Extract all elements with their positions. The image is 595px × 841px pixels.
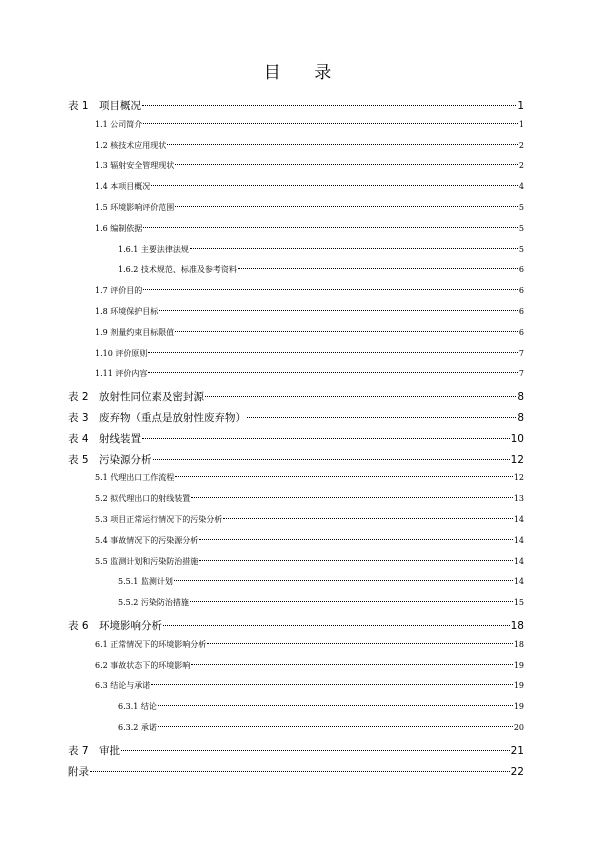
toc-entry[interactable] [95, 223, 524, 234]
toc-page-number: 1 [518, 119, 524, 129]
toc-page-number: 14 [513, 535, 524, 545]
toc-page-number: 13 [513, 494, 524, 504]
toc-entry-label: 1.6.2 技术规范、标准及参考资料 [118, 265, 237, 275]
toc-dot-leader [143, 122, 518, 124]
toc-page-number: 12 [510, 453, 524, 466]
toc-page-number: 7 [518, 369, 524, 379]
toc-entry-label: 1.3 辐射安全管理现状 [95, 161, 175, 171]
toc-entry[interactable] [68, 764, 524, 779]
toc-entry[interactable] [68, 410, 524, 425]
toc-page-number: 19 [513, 660, 524, 670]
toc-dot-leader [158, 725, 513, 727]
toc-dot-leader [175, 330, 518, 332]
toc-entry[interactable] [95, 202, 524, 213]
toc-entry[interactable] [118, 244, 524, 255]
toc-entry[interactable] [95, 348, 524, 359]
toc-page-number: 5 [518, 223, 524, 233]
toc-dot-leader [175, 205, 518, 207]
toc-entry[interactable] [68, 452, 524, 467]
toc-entry[interactable] [118, 701, 524, 712]
toc-entry-label: 1.1 公司简介 [95, 119, 143, 129]
toc-page-number: 8 [517, 412, 524, 424]
toc-entry-label: 1.9 剂量约束目标限值 [95, 327, 175, 337]
toc-dot-leader [159, 309, 518, 311]
toc-entry-label: 1.5 环境影响评价范围 [95, 203, 175, 212]
toc-dot-leader [153, 458, 510, 460]
toc-entry[interactable] [68, 389, 524, 404]
toc-page-number: 7 [518, 348, 524, 358]
toc-entry-label: 表 5 污染源分析 [68, 453, 152, 466]
toc-entry[interactable] [95, 285, 524, 296]
toc-entry-label: 6.1 正常情况下的环境影响分析 [95, 639, 207, 649]
toc-page-number: 15 [513, 598, 524, 608]
toc-entry[interactable] [118, 264, 524, 275]
toc-dot-leader [142, 437, 510, 439]
toc-page-number: 6 [518, 286, 524, 296]
toc-entry-label: 5.5.2 污染防治措施 [118, 598, 189, 608]
toc-page-number: 20 [513, 723, 524, 732]
toc-dot-leader [199, 559, 513, 561]
toc-dot-leader [175, 475, 513, 477]
toc-entry-label: 1.6 编制依据 [95, 223, 143, 233]
toc-entry[interactable] [95, 514, 524, 525]
toc-page-number: 6 [518, 307, 524, 316]
toc-page-number: 8 [517, 391, 524, 404]
toc-dot-leader [205, 395, 516, 397]
toc-dot-leader [90, 770, 510, 772]
toc-dot-leader [190, 600, 513, 602]
toc-entry[interactable] [68, 431, 524, 446]
toc-entry-label: 表 4 射线装置 [68, 432, 142, 445]
toc-dot-leader [238, 267, 518, 269]
toc-dot-leader [151, 683, 513, 685]
toc-dot-leader [174, 579, 513, 581]
toc-dot-leader [121, 749, 510, 751]
toc-dot-leader [191, 496, 513, 498]
toc-page-number: 6 [518, 265, 524, 275]
toc-entry-label: 表 3 废弃物（重点是放射性废弃物） [68, 412, 247, 424]
toc-entry-label: 5.4 事故情况下的污染源分析 [95, 535, 199, 545]
toc-entry[interactable] [68, 618, 524, 633]
toc-page-number: 18 [513, 639, 524, 649]
toc-page-number: 4 [518, 182, 524, 192]
toc-entry[interactable] [95, 140, 524, 151]
toc-dot-leader [207, 642, 513, 644]
toc-entry[interactable] [95, 306, 524, 317]
toc-dot-leader [190, 247, 518, 249]
toc-dot-leader [247, 416, 516, 418]
toc-page-number: 2 [518, 140, 524, 150]
toc-entry-label: 6.3.1 结论 [118, 702, 157, 712]
toc-dot-leader [175, 163, 518, 165]
toc-entry[interactable] [95, 472, 524, 483]
toc-entry-label: 1.8 环境保护目标 [95, 307, 159, 316]
toc-entry[interactable] [95, 327, 524, 338]
toc-entry-label: 6.2 事故状态下的环境影响 [95, 660, 191, 670]
toc-entry-label: 1.4 本项目概况 [95, 182, 151, 192]
toc-entry[interactable] [95, 535, 524, 546]
toc-dot-leader [151, 184, 518, 186]
toc-entry-label: 1.2 核技术应用现状 [95, 140, 167, 150]
toc-entry[interactable] [118, 576, 524, 587]
toc-entry[interactable] [68, 98, 524, 113]
toc-entry[interactable] [118, 597, 524, 608]
toc-dot-leader [143, 288, 518, 290]
toc-dot-leader [167, 143, 518, 145]
toc-entry[interactable] [95, 639, 524, 650]
toc-entry-label: 6.3 结论与承诺 [95, 681, 151, 691]
toc-entry[interactable] [95, 680, 524, 691]
toc-page-number: 22 [510, 765, 524, 778]
page-title: 目 录 [263, 63, 346, 83]
toc-entry[interactable] [118, 722, 524, 733]
toc-entry-label: 5.3 项目正常运行情况下的污染分析 [95, 515, 223, 524]
toc-entry[interactable] [95, 119, 524, 130]
toc-page-number: 10 [510, 432, 524, 445]
toc-page-number: 21 [510, 744, 524, 757]
toc-dot-leader [142, 104, 516, 106]
toc-page-number: 14 [513, 515, 524, 524]
toc-page-number: 1 [517, 100, 524, 112]
toc-dot-leader [148, 371, 518, 373]
toc-entry[interactable] [68, 743, 524, 758]
toc-dot-leader [199, 538, 513, 540]
toc-entry-label: 1.11 评价内容 [95, 369, 148, 379]
toc-entry-label: 附录 [68, 765, 89, 778]
toc-page-number: 19 [513, 702, 524, 712]
toc-entry-label: 1.10 评价原则 [95, 348, 148, 358]
toc-entry-label: 1.6.1 主要法律法规 [118, 244, 189, 254]
toc-entry[interactable] [95, 660, 524, 671]
toc-page-number: 12 [513, 473, 524, 483]
toc-entry-label: 5.2 拟代理出口的射线装置 [95, 494, 191, 504]
toc-dot-leader [191, 663, 513, 665]
toc-dot-leader [223, 517, 513, 519]
toc-page-number: 2 [518, 161, 524, 171]
toc-entry[interactable] [95, 556, 524, 567]
toc-page-number: 19 [513, 681, 524, 691]
toc-dot-leader [148, 351, 518, 353]
toc-entry-label: 表 7 审批 [68, 744, 121, 757]
toc-entry-label: 表 6 环境影响分析 [68, 620, 163, 632]
toc-page-number: 5 [518, 244, 524, 254]
toc-dot-leader [163, 624, 510, 626]
toc-entry-label: 表 1 项目概况 [68, 100, 142, 112]
toc-entry-label: 5.1 代理出口工作流程 [95, 473, 175, 483]
toc-entry[interactable] [95, 181, 524, 192]
toc-entry-label: 5.5.1 监测计划 [118, 577, 173, 587]
toc-entry-label: 1.7 评价目的 [95, 286, 143, 296]
toc-page-number: 5 [518, 203, 524, 212]
toc-entry-label: 表 2 放射性同位素及密封源 [68, 391, 205, 404]
toc-page-number: 14 [513, 577, 524, 587]
toc-entry[interactable] [95, 160, 524, 171]
toc-page-number: 6 [518, 327, 524, 337]
toc-entry[interactable] [95, 368, 524, 379]
toc-dot-leader [158, 704, 513, 706]
toc-entry[interactable] [95, 493, 524, 504]
toc-entry-label: 5.5 监测计划和污染防治措施 [95, 556, 199, 566]
toc-page-number: 14 [513, 556, 524, 566]
toc-page-number: 18 [510, 620, 524, 632]
toc-entry-label: 6.3.2 承诺 [118, 723, 157, 732]
toc-dot-leader [143, 226, 518, 228]
